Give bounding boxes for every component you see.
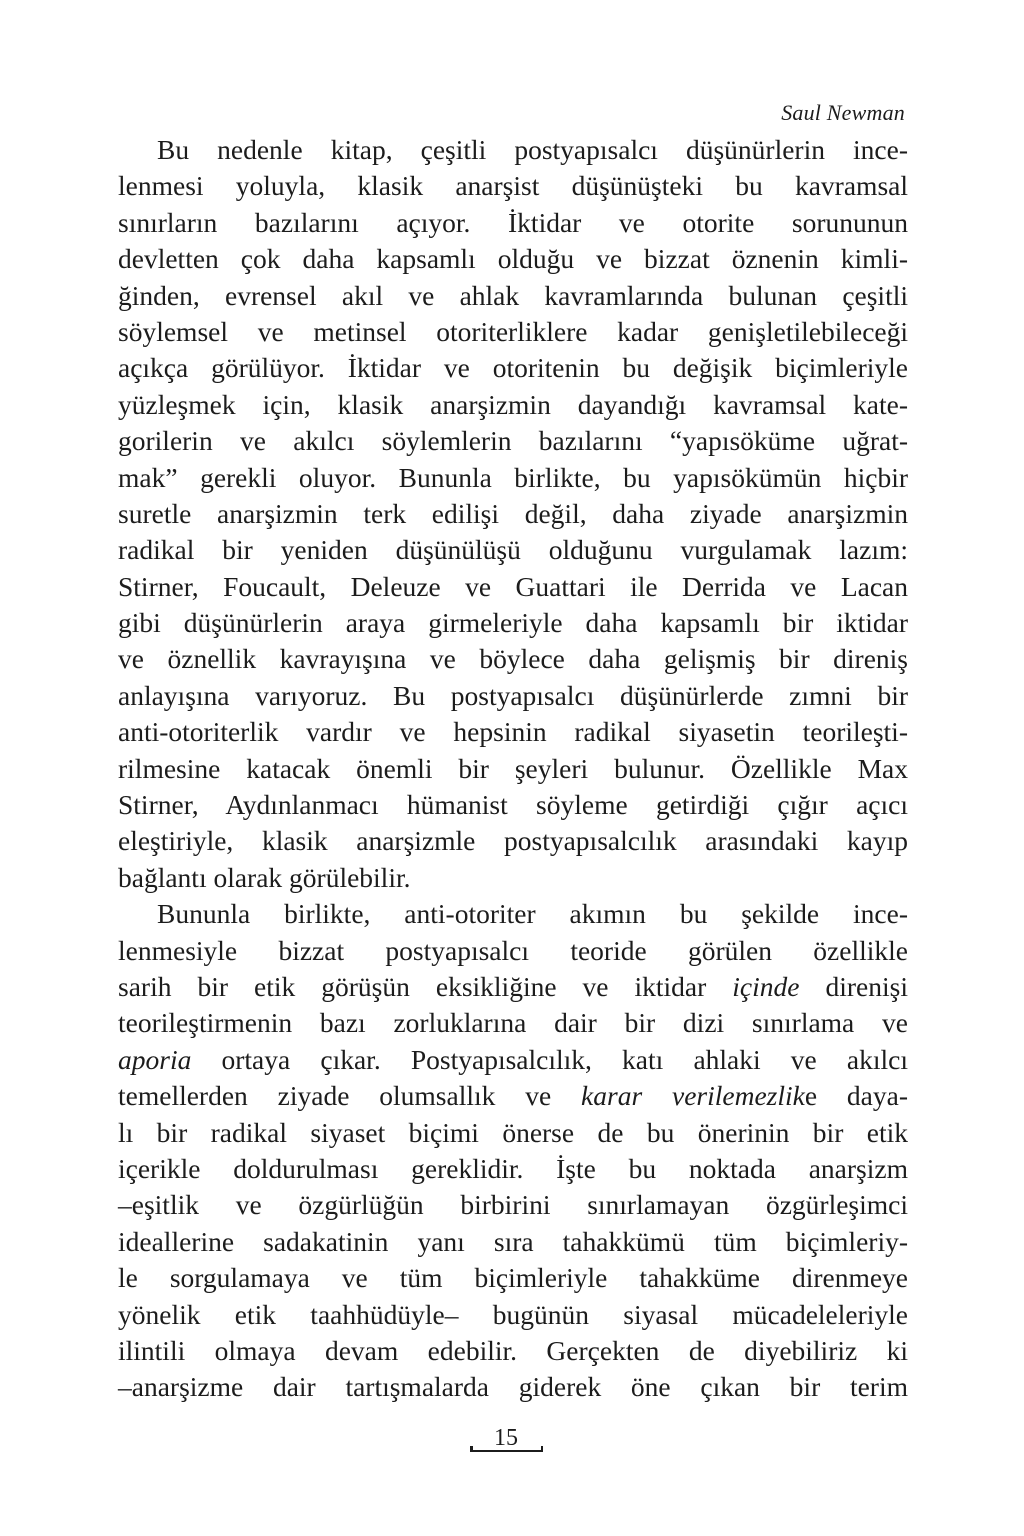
text-run: rilmesine katacak önemli bir şeyleri bulunur. Özellikle Max <box>118 752 908 784</box>
page-number: 15 <box>494 1425 518 1451</box>
text-line <box>118 1260 908 1296</box>
italic-term: karar verilemezlik <box>581 1080 805 1112</box>
text-line <box>118 751 908 787</box>
text-run: açıkça görülüyor. İktidar ve otoritenin bu değişik biçimleriyle <box>118 352 908 384</box>
body-text <box>118 132 908 1406</box>
text-run: söylemsel ve metinsel otoriterliklere kadar genişletilebileceği <box>118 315 908 347</box>
text-run: le sorgulamaya ve tüm biçimleriyle tahakküme direnmeye <box>118 1262 908 1294</box>
text-line <box>118 1369 908 1405</box>
text-run: içerikle doldurulması gereklidir. İşte bu noktada anarşizm <box>118 1152 908 1184</box>
text-line <box>118 1042 908 1078</box>
text-run: ve öznellik kavrayışına ve böylece daha gelişmiş bir direniş <box>118 643 908 675</box>
text-line <box>118 1224 908 1260</box>
text-line <box>118 678 908 714</box>
text-run: suretle anarşizmin terk edilişi değil, daha ziyade anarşizmin <box>118 497 908 529</box>
page-number-rule <box>470 1450 543 1452</box>
text-line <box>118 532 908 568</box>
text-run: gibi düşünürlerin araya girmeleriyle daha kapsamlı bir iktidar <box>118 607 908 639</box>
italic-term: içinde <box>732 970 800 1002</box>
text-run: devletten çok daha kapsamlı olduğu ve bizzat öznenin kimli- <box>118 243 908 275</box>
text-run: mak” gerekli oluyor. Bununla birlikte, bu yapısökümün hiçbir <box>118 461 908 493</box>
text-run: anlayışına varıyoruz. Bu postyapısalcı düşünürlerde zımni bir <box>118 679 908 711</box>
text-run: direnişi <box>799 970 908 1002</box>
text-line <box>118 314 908 350</box>
text-line <box>118 641 908 677</box>
text-line <box>118 969 908 1005</box>
text-line <box>118 387 908 423</box>
text-run: yönelik etik taahhüdüyle– bugünün siyasal mücadeleleriyle <box>118 1298 908 1330</box>
text-run: Stirner, Foucault, Deleuze ve Guattari ile Derrida ve Lacan <box>118 570 908 602</box>
text-line <box>118 278 908 314</box>
text-line <box>118 933 908 969</box>
text-run: ilintili olmaya devam edebilir. Gerçekten de diyebiliriz ki <box>118 1334 908 1366</box>
text-line <box>118 423 908 459</box>
text-line <box>118 1078 908 1114</box>
italic-term: aporia <box>118 1043 192 1075</box>
text-line <box>118 605 908 641</box>
text-run: temellerden ziyade olumsallık ve <box>118 1080 582 1112</box>
text-line <box>118 205 908 241</box>
text-run: radikal bir yeniden düşünülüşü olduğunu vurgulamak lazım: <box>118 534 908 566</box>
text-line <box>118 1187 908 1223</box>
text-line <box>118 860 908 896</box>
text-line <box>118 350 908 386</box>
text-line <box>118 823 908 859</box>
text-line <box>118 787 908 823</box>
text-run: anti-otoriterlik vardır ve hepsinin radikal siyasetin teorileşti- <box>118 716 908 748</box>
running-head: Saul Newman <box>781 100 905 125</box>
text-line <box>118 496 908 532</box>
text-line <box>118 132 908 168</box>
text-run: sınırların bazılarını açıyor. İktidar ve otorite sorununun <box>118 206 908 238</box>
text-line <box>118 569 908 605</box>
text-run: ortaya çıkar. Postyapısalcılık, katı ahlaki ve akılcı <box>191 1043 908 1075</box>
text-line <box>118 1333 908 1369</box>
text-run: lı bir radikal siyaset biçimi önerse de bu önerinin bir etik <box>118 1116 908 1148</box>
text-run: ideallerine sadakatinin yanı sıra tahakkümü tüm biçimleriy- <box>118 1225 908 1257</box>
text-run: lenmesiyle bizzat postyapısalcı teoride görülen özellikle <box>118 934 908 966</box>
text-run: –eşitlik ve özgürlüğün birbirini sınırlamayan özgürleşimci <box>118 1189 908 1221</box>
text-run: sarih bir etik görüşün eksikliğine ve iktidar <box>118 970 733 1002</box>
text-run: eleştiriyle, klasik anarşizmle postyapısalcılık arasındaki kayıp <box>118 825 908 857</box>
text-run: lenmesi yoluyla, klasik anarşist düşünüşteki bu kavramsal <box>118 170 908 202</box>
text-line <box>118 896 908 932</box>
text-line <box>118 1151 908 1187</box>
text-run: teorileştirmenin bazı zorluklarına dair bir dizi sınırlama ve <box>118 1007 908 1039</box>
text-line <box>118 714 908 750</box>
text-run: Stirner, Aydınlanmacı hümanist söyleme getirdiği çığır açıcı <box>118 789 908 821</box>
text-run: bağlantı olarak görülebilir. <box>118 861 411 893</box>
text-line <box>118 1115 908 1151</box>
text-line <box>118 460 908 496</box>
text-line <box>118 1005 908 1041</box>
text-run: –anarşizme dair tartışmalarda giderek öne çıkan bir terim <box>118 1371 908 1403</box>
text-run: ğinden, evrensel akıl ve ahlak kavramlarında bulunan çeşitli <box>118 279 908 311</box>
text-line <box>118 1297 908 1333</box>
text-run: Bu nedenle kitap, çeşitli postyapısalcı düşünürlerin ince- <box>157 134 908 165</box>
text-run: gorilerin ve akılcı söylemlerin bazılarını “yapısöküme uğrat- <box>118 425 908 457</box>
text-run: Bununla birlikte, anti-otoriter akımın bu şekilde ince- <box>157 898 908 930</box>
text-run: e daya- <box>804 1080 909 1112</box>
text-line <box>118 241 908 277</box>
text-line <box>118 168 908 204</box>
text-run: yüzleşmek için, klasik anarşizmin dayandığı kavramsal kate- <box>118 388 908 420</box>
